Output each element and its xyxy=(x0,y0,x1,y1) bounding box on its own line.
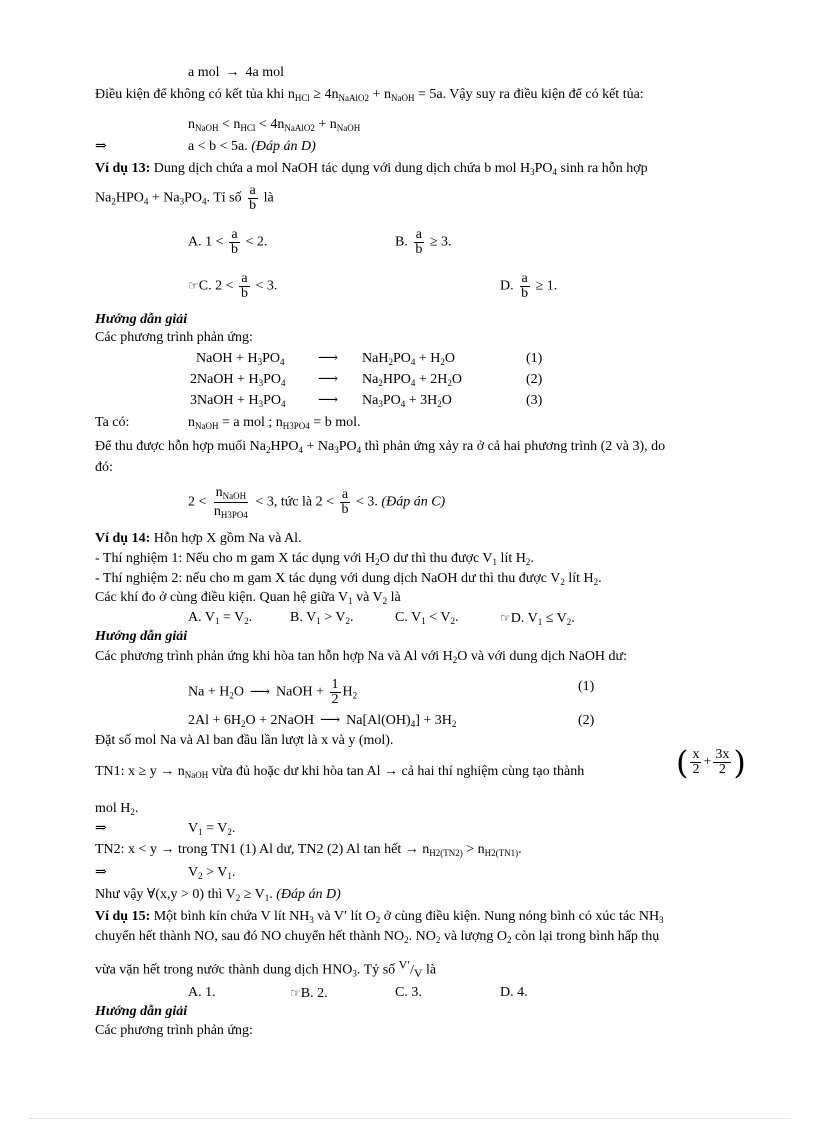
inequality-line: $n_{NaOH} < n_{HCl} < 4n_{NaAlO2} + n_{NaOH}$ xyxy=(188,117,361,133)
option-a: A. 1. xyxy=(188,985,216,1000)
option-c: C. $V_1 < V_2$. xyxy=(395,610,459,626)
paragraph-condition: Điều kiện để không có kết tủa khi $n_{HCl} \ge 4n_{NaAlO2} + n_{NaOH} = 5a$. Vậy suy ra điều kiện để có kết tủa: xyxy=(95,87,644,103)
equations-intro: Các phương trình phản ứng: xyxy=(95,330,253,345)
reaction-number: (2) xyxy=(526,372,543,387)
experiment-1: - Thí nghiệm 1: Nếu cho m gam X tác dụng với $H_2O$ dư thì thu được $V_1$ lít $H_2$. xyxy=(95,551,534,567)
example-15-question: Ví dụ 15: Một bình kín chứa V lít $NH_3$ và V′ lít $O_2$ ở cùng điều kiện. Nung nóng bình có xúc tác $NH_3$ xyxy=(95,909,664,925)
given-values: $n_{NaOH} = a$ mol ; $n_{H3PO4} = b$ mol. xyxy=(188,415,361,431)
reaction-arrow-icon: ⟶ xyxy=(318,351,339,366)
reaction-arrow-icon: ⟶ xyxy=(318,393,339,408)
option-d: D. 4. xyxy=(500,985,528,1000)
condition-paragraph-cont: đó: xyxy=(95,460,113,475)
reaction-al: $2Al + 6H_2O$ + 2NaOH ⟶ $Na[Al(OH)_4] + 3H_2$ xyxy=(188,713,457,729)
example-13-question: Ví dụ 13: Dung dịch chứa a mol NaOH tác dụng với dung dịch chứa b mol $H_3PO_4$ sinh ra hỗn hợp xyxy=(95,161,648,177)
equations-intro: Các phương trình phản ứng khi hòa tan hỗn hợp Na và Al với $H_2O$ và với dung dịch NaOH dư: xyxy=(95,649,628,665)
right-arrow-icon: → xyxy=(225,65,240,80)
reaction-arrow-icon: ⟶ xyxy=(320,713,341,728)
case-tn1-cont: mol $H_2$. xyxy=(95,801,139,817)
fraction: $\frac{n_{NaOH}}{n_{H3PO4}}$ xyxy=(213,485,248,520)
pointing-hand-icon: ☞ xyxy=(290,986,301,1000)
reaction-number: (3) xyxy=(526,393,543,408)
reaction-3-products: $Na_3PO_4 + 3H_2O$ xyxy=(362,393,452,409)
equations-intro: Các phương trình phản ứng: xyxy=(95,1023,253,1038)
guide-heading: Hướng dẫn giải xyxy=(95,1004,188,1019)
example-14-question: Ví dụ 14: Hỗn hợp X gồm Na và Al. xyxy=(95,531,302,546)
slash-fraction: $^{V'}/_V$ xyxy=(398,957,423,980)
option-b: B. $V_1 > V_2$. xyxy=(290,610,354,626)
result-v1-equals-v2: $V_1 = V_2$. xyxy=(188,821,236,837)
question-relation: Các khí đo ở cùng điều kiện. Quan hệ giữa $V_1$ và $V_2$ là xyxy=(95,590,401,606)
option-c-correct: ☞C. 2 < $\frac{a}{b}$ < 3. xyxy=(188,271,278,301)
example-15-question-cont: chuyển hết thành NO, sau đó NO chuyển hết thành $NO_2$. $NO_2$ và lượng $O_2$ còn lại trong bình hấp thụ xyxy=(95,929,660,945)
ratio-inequality: 2 < $\frac{n_{NaOH}}{n_{H3PO4}}$ < 3, tức là 2 < $\frac{a}{b}$ < 3. (Đáp án C) xyxy=(188,485,446,520)
reaction-number: (1) xyxy=(578,679,595,694)
reaction-arrow-icon: ⟶ xyxy=(318,372,339,387)
fraction: $\frac{a}{b}$ xyxy=(249,183,257,213)
fraction-sum: ( $\frac{x}{2}$ + $\frac{3x}{2}$ ) xyxy=(676,743,746,782)
case-tn2: TN2: x < y → trong TN1 (1) Al dư, TN2 (2) Al tan hết → $n_{H2(TN2)} > n_{H2(TN1)}$. xyxy=(95,842,522,858)
guide-heading: Hướng dẫn giải xyxy=(95,312,188,327)
option-b: B. $\frac{a}{b}$ ≥ 3. xyxy=(395,227,452,257)
case-tn1: TN1: $x \ge y \to n_{NaOH}$ vừa đủ hoặc dư khi hòa tan Al → cả hai thí nghiệm cùng tạo thành xyxy=(95,764,585,780)
result-v2-greater-v1: $V_2 > V_1$. xyxy=(188,865,236,881)
option-a: A. 1 < $\frac{a}{b}$ < 2. xyxy=(188,227,268,257)
implies-icon: ⇒ xyxy=(95,821,107,836)
option-b-correct: ☞B. 2. xyxy=(290,986,328,1001)
option-c: C. 3. xyxy=(395,985,422,1000)
reaction-arrow-icon: ⟶ xyxy=(249,684,271,700)
reaction-1: NaOH + $H_3PO_4$ xyxy=(196,351,285,367)
reaction-number: (2) xyxy=(578,713,595,728)
experiment-2: - Thí nghiệm 2: nếu cho m gam X tác dụng với dung dịch NaOH dư thì thu được $V_2$ lít $H_2$. xyxy=(95,571,602,587)
pointing-hand-icon: ☞ xyxy=(500,611,511,625)
reaction-2-products: $Na_2HPO_4 + 2H_2O$ xyxy=(362,372,462,388)
reaction-1-products: $NaH_2PO_4 + H_2O$ xyxy=(362,351,455,367)
option-a: A. $V_1 = V_2$. xyxy=(188,610,253,626)
reaction-na-water: $Na + H_2O$ ⟶ NaOH + $\frac{1}{2}$ $H_2$ xyxy=(188,677,358,707)
condition-paragraph: Để thu được hỗn hợp muối $Na_2HPO_4 + Na_3PO_4$ thì phản ứng xảy ra ở cả hai phương trình (2 và 3), do xyxy=(95,439,666,455)
reaction-3: 3NaOH + $H_3PO_4$ xyxy=(190,393,286,409)
implies-icon: ⇒ xyxy=(95,139,107,154)
option-d: D. $\frac{a}{b}$ ≥ 1. xyxy=(500,271,558,301)
guide-heading: Hướng dẫn giải xyxy=(95,629,188,644)
given-label: Ta có: xyxy=(95,415,130,430)
implies-line xyxy=(95,138,107,156)
line-reaction-amounts: a mol → 4a mol xyxy=(188,65,284,80)
example-13-question-cont: $Na_2HPO_4 + Na_3PO_4$. Tỉ số $\frac{a}{b}$ là xyxy=(95,183,274,213)
option-d-correct: ☞D. $V_1 \le V_2$. xyxy=(500,611,575,627)
example-15-question-cont2: vừa vặn hết trong nước thành dung dịch $HNO_3$. Tỷ số $^{V'}/_V$ là xyxy=(95,957,437,980)
pointing-hand-icon: ☞ xyxy=(188,278,199,293)
set-variables: Đặt số mol Na và Al ban đầu lần lượt là x và y (mol). xyxy=(95,733,394,748)
conclusion: Như vậy ∀(x,y > 0) thì $V_2 \ge V_1$. (Đáp án D) xyxy=(95,887,341,903)
reaction-number: (1) xyxy=(526,351,543,366)
implies-icon: ⇒ xyxy=(95,865,107,880)
answer-line-13pre: a < b < 5a. (Đáp án D) xyxy=(188,139,316,154)
footer-divider xyxy=(30,1118,790,1119)
reaction-2: 2NaOH + $H_3PO_4$ xyxy=(190,372,286,388)
